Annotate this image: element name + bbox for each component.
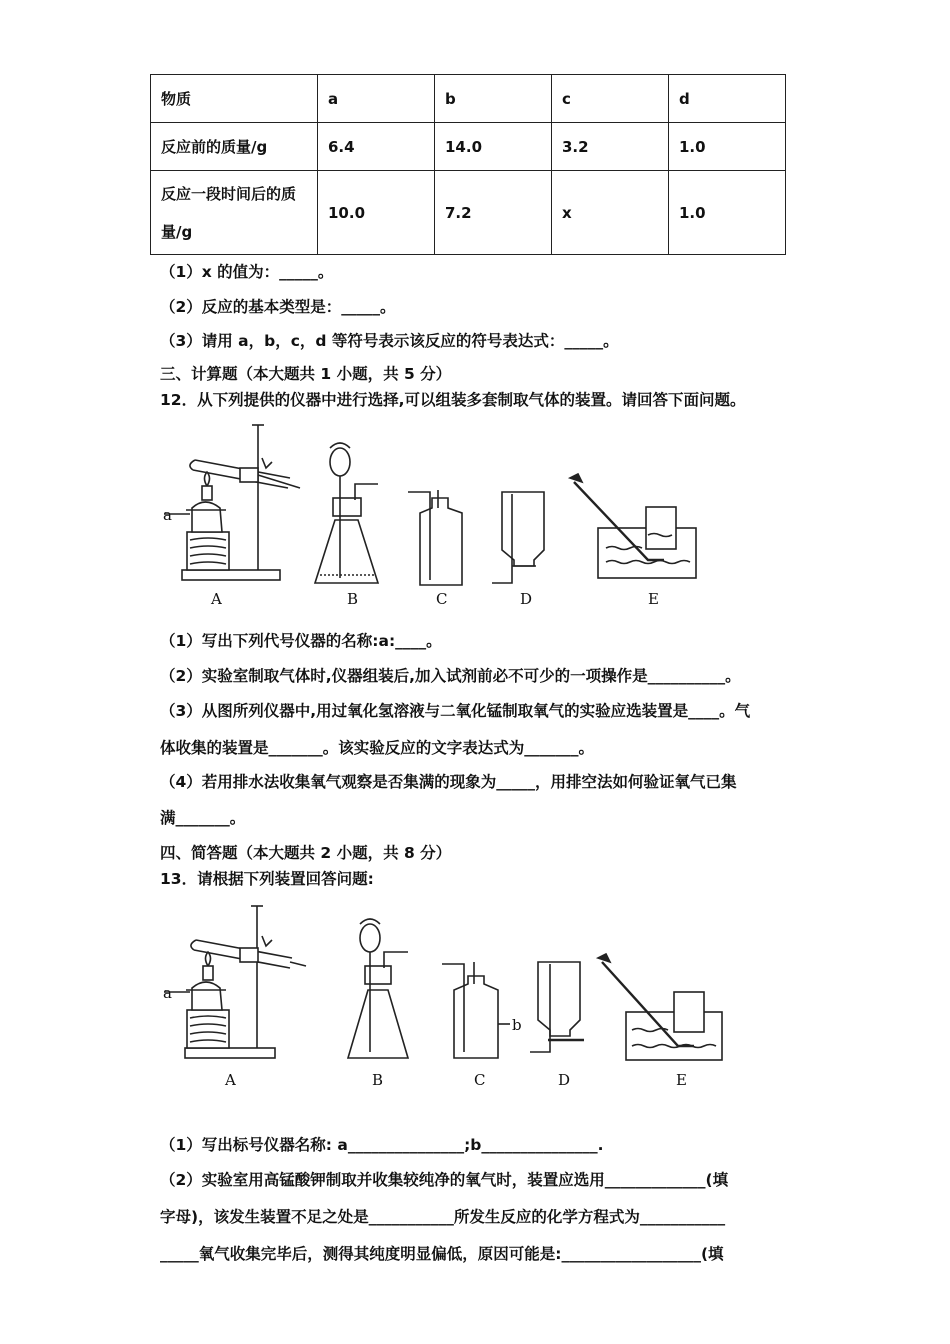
table-cell: a — [318, 75, 435, 123]
table-cell: x — [552, 171, 669, 255]
fig2-label: E — [676, 1071, 687, 1089]
fig1-label: B — [347, 590, 359, 608]
fig2-label: A — [225, 1071, 236, 1089]
q13-title: 13．请根据下列装置回答问题: — [160, 870, 374, 888]
section-3-heading: 三、计算题（本大题共 1 小题，共 5 分） — [160, 365, 452, 383]
q12-line-3a: （3）从图所列仪器中,用过氧化氢溶液与二氧化锰制取氧气的实验应选装置是____。气 — [160, 702, 751, 720]
q13-line-1: （1）写出标号仪器名称: a_______________;b_______________. — [160, 1136, 604, 1154]
table-cell: c — [552, 75, 669, 123]
q12-line-1: （1）写出下列代号仪器的名称:a:____。 — [160, 632, 442, 650]
fig2-label-b: b — [512, 1016, 522, 1034]
table-cell: d — [669, 75, 786, 123]
q12-line-3b: 体收集的装置是_______。该实验反应的文字表达式为_______。 — [160, 739, 595, 757]
fig2-label-a: a — [163, 984, 172, 1002]
q12-line-4a: （4）若用排水法收集氧气观察是否集满的现象为_____，用排空法如何验证氧气已集 — [160, 773, 737, 791]
q12-line-4b: 满_______。 — [160, 809, 246, 827]
fig1-label: A — [211, 590, 222, 608]
fig2-label: B — [372, 1071, 384, 1089]
table-cell: 1.0 — [669, 171, 786, 255]
table-cell: 10.0 — [318, 171, 435, 255]
table-cell: 14.0 — [435, 123, 552, 171]
q11-line-3: （3）请用 a，b，c，d 等符号表示该反应的符号表达式：_____。 — [160, 332, 619, 350]
q13-line-2a: （2）实验室用高锰酸钾制取并收集较纯净的氧气时，装置应选用_____________(填 — [160, 1171, 729, 1189]
q12-line-2: （2）实验室制取气体时,仪器组装后,加入试剂前必不可少的一项操作是__________。 — [160, 667, 741, 685]
table-cell: 7.2 — [435, 171, 552, 255]
fig2-label: C — [474, 1071, 486, 1089]
fig1-label-a: a — [163, 506, 172, 524]
fig2-label: D — [558, 1071, 571, 1089]
table-cell: b — [435, 75, 552, 123]
table-cell: 6.4 — [318, 123, 435, 171]
q13-line-2b: 字母)，该发生装置不足之处是___________所发生反应的化学方程式为___________ — [160, 1208, 726, 1226]
table-cell: 物质 — [151, 75, 318, 123]
table-cell: 1.0 — [669, 123, 786, 171]
table-cell: 反应一段时间后的质量/g — [151, 171, 318, 255]
table-cell: 反应前的质量/g — [151, 123, 318, 171]
q13-line-2c: _____氧气收集完毕后，测得其纯度明显偏低，原因可能是:__________________(填 — [160, 1245, 724, 1263]
fig1-label: D — [520, 590, 533, 608]
fig1-label: C — [436, 590, 448, 608]
q11-line-2: （2）反应的基本类型是：_____。 — [160, 298, 396, 316]
q11-line-1: （1）x 的值为：_____。 — [160, 263, 334, 281]
section-4-heading: 四、简答题（本大题共 2 小题，共 8 分） — [160, 844, 452, 862]
table-cell: 3.2 — [552, 123, 669, 171]
fig1-label: E — [648, 590, 659, 608]
q12-title: 12．从下列提供的仪器中进行选择,可以组装多套制取气体的装置。请回答下面问题。 — [160, 391, 746, 409]
